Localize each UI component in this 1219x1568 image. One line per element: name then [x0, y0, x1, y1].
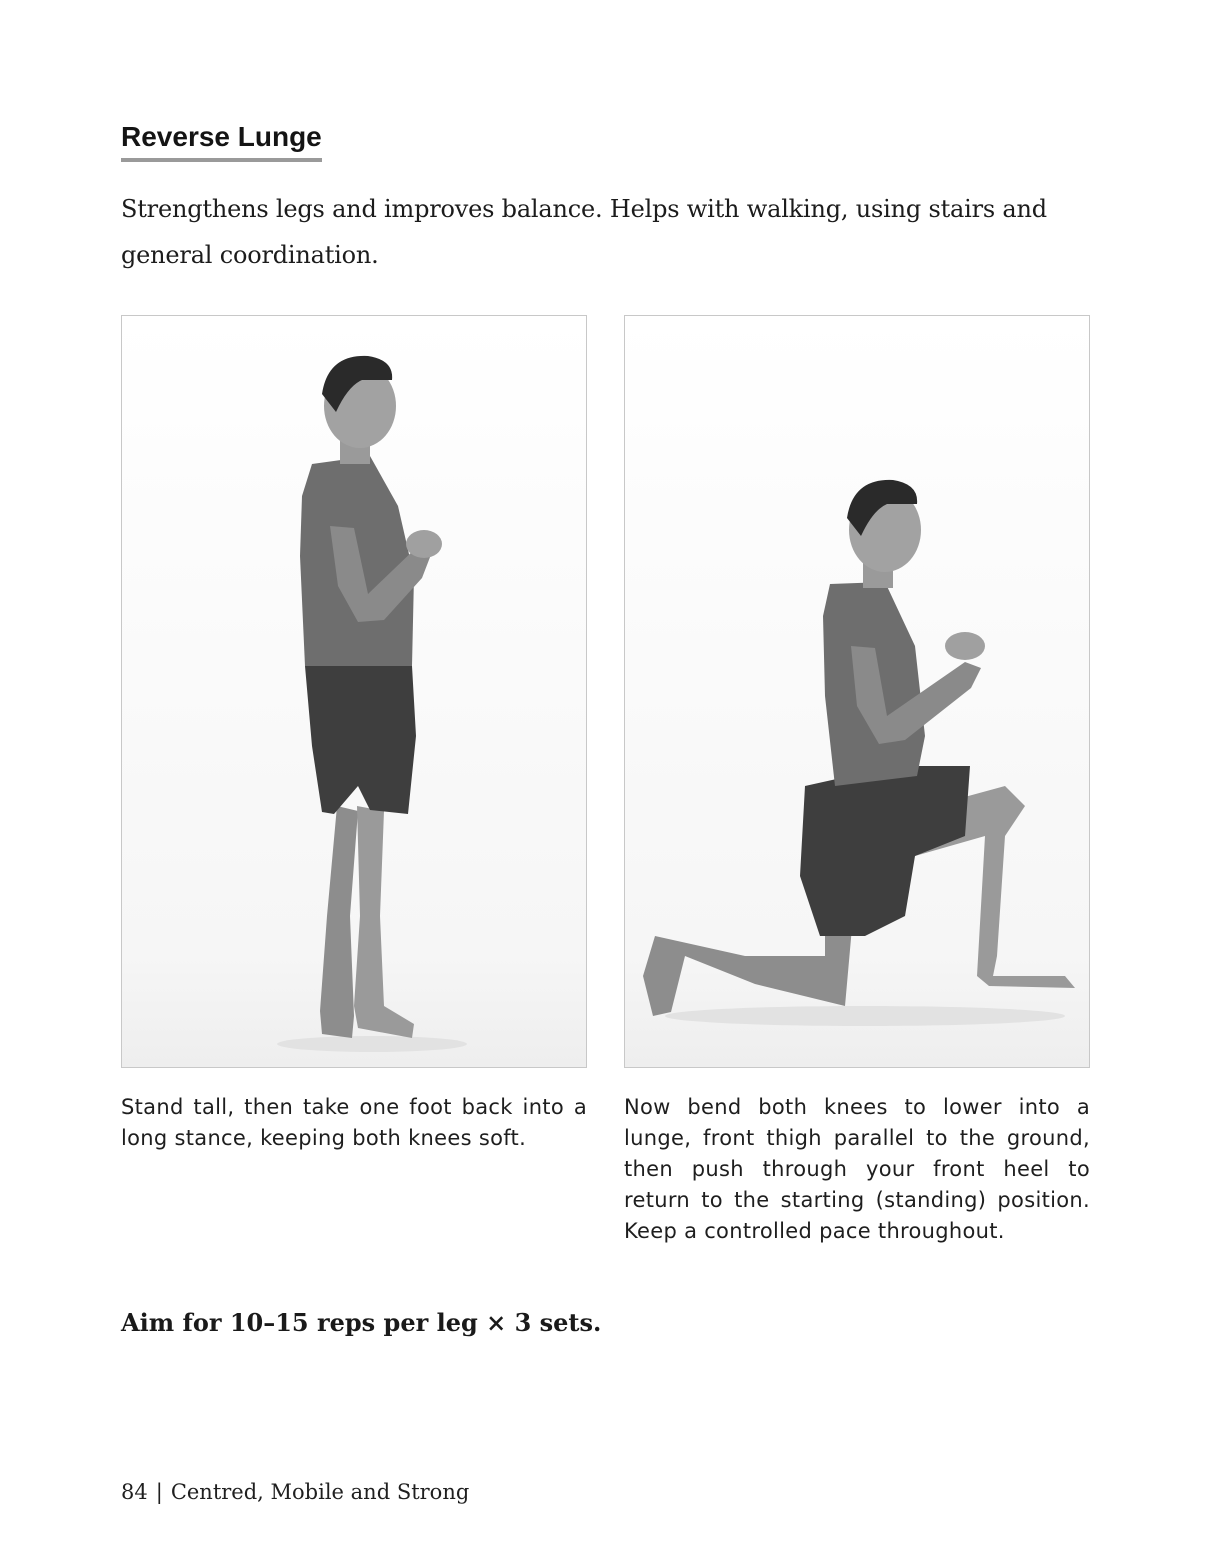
step-2-caption: Now bend both knees to lower into a lunge, front thigh parallel to the ground, then push through your front heel to return to the starting (standing) position. Keep a controlled pace throughout. — [624, 1095, 1090, 1243]
page-footer — [121, 1477, 469, 1507]
standing-figure-photo — [121, 315, 587, 1068]
section-title: Reverse Lunge — [121, 118, 322, 162]
page-number: 84 — [121, 1480, 148, 1504]
book-title: Centred, Mobile and Strong — [170, 1480, 470, 1504]
lunge-figure-photo — [624, 315, 1090, 1068]
reps-prescription: Aim for 10–15 reps per leg × 3 sets. — [121, 1308, 602, 1337]
step-1-caption: Stand tall, then take one foot back into a long stance, keeping both knees soft. — [121, 1095, 587, 1150]
footer-separator: | — [155, 1480, 163, 1504]
section-intro: Strengthens legs and improves balance. Helps with walking, using stairs and general coordination. — [121, 195, 1047, 269]
